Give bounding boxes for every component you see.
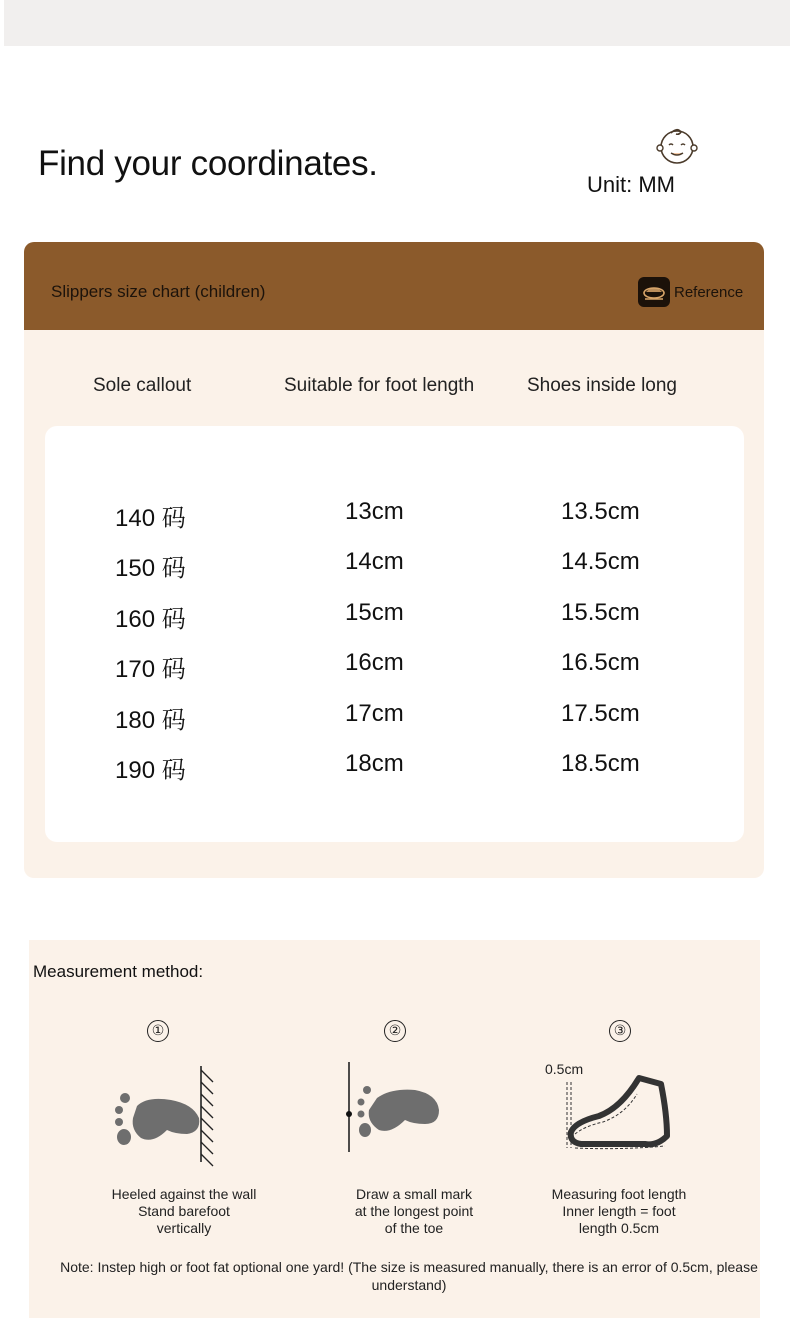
step-2-caption: Draw a small mark at the longest point of the toe [354, 1186, 474, 1236]
size-chart-title: Slippers size chart (children) [51, 282, 266, 301]
foot-length-cell: 17cm [345, 700, 404, 727]
inside-length-cell: 17.5cm [561, 700, 640, 727]
step-3-caption: Measuring foot length Inner length = foot length 0.5cm [551, 1186, 687, 1236]
slipper-icon [638, 277, 670, 307]
measurement-method-title: Measurement method: [33, 962, 204, 981]
reference-label: Reference [674, 284, 744, 301]
foot-length-cell: 18cm [345, 750, 404, 777]
unit-label: Unit: MM [587, 172, 675, 197]
table-row [45, 750, 744, 784]
top-strip [4, 0, 790, 46]
diagram-label: 0.5cm [545, 1061, 584, 1077]
table-row [45, 649, 744, 683]
footprint-wall-icon [109, 1060, 219, 1168]
step-1-number: ① [147, 1020, 169, 1042]
size-cell: 160 码 [115, 606, 186, 633]
measurement-method-panel [29, 940, 760, 1318]
footprint-mark-icon [339, 1060, 451, 1160]
page-title: Find your coordinates. [38, 144, 378, 183]
inside-length-cell: 13.5cm [561, 498, 640, 525]
inside-length-cell: 14.5cm [561, 548, 640, 575]
size-cell: 150 码 [115, 555, 186, 582]
inside-length-cell: 15.5cm [561, 599, 640, 626]
measurement-note: Note: Instep high or foot fat optional one yard! (The size is measured manually, there is an error of 0.5cm, please understand) [60, 1259, 758, 1293]
step-1-caption: Heeled against the wall Stand barefoot vertically [111, 1186, 257, 1236]
step-3-number: ③ [609, 1020, 631, 1042]
size-cell: 140 码 [115, 505, 186, 532]
step-2-number: ② [384, 1020, 406, 1042]
inside-length-cell: 18.5cm [561, 750, 640, 777]
table-row [45, 498, 744, 532]
size-cell: 190 码 [115, 757, 186, 784]
foot-length-cell: 16cm [345, 649, 404, 676]
size-cell: 180 码 [115, 707, 186, 734]
baby-face-icon [656, 126, 698, 166]
size-cell: 170 码 [115, 656, 186, 683]
size-table [45, 426, 744, 842]
inside-length-cell: 16.5cm [561, 649, 640, 676]
foot-in-shoe-icon [541, 1056, 687, 1156]
size-chart-header [24, 242, 764, 330]
foot-length-cell: 14cm [345, 548, 404, 575]
column-header-inside-length: Shoes inside long [527, 375, 677, 396]
table-row [45, 548, 744, 582]
column-header-sole-callout: Sole callout [93, 375, 192, 396]
foot-length-cell: 15cm [345, 599, 404, 626]
size-chart-card [24, 242, 764, 878]
column-header-foot-length: Suitable for foot length [284, 375, 475, 396]
table-row [45, 700, 744, 734]
foot-length-cell: 13cm [345, 498, 404, 525]
table-row [45, 599, 744, 633]
